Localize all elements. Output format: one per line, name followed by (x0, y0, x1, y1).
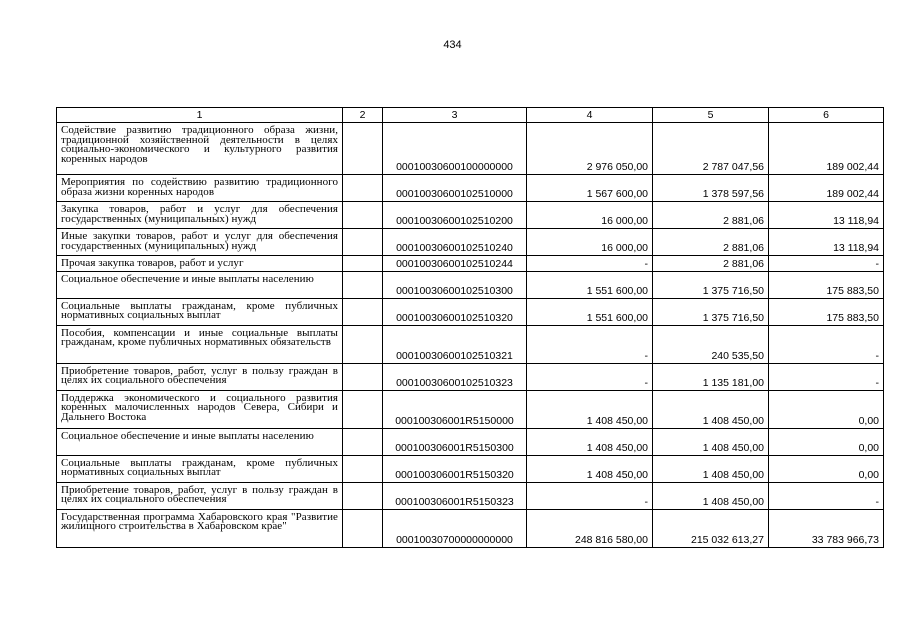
row-column-5-value: 2 881,06 (653, 202, 769, 229)
column-header-3: 3 (383, 108, 527, 123)
row-column-5-value: 1 375 716,50 (653, 298, 769, 325)
table-row (57, 509, 884, 547)
row-name-cell: Государственная программа Хабаровского края "Развитие жилищного строительства в Хабаровском крае" (57, 509, 343, 547)
row-code-cell: 00010030600102510321 (383, 325, 527, 363)
table-row (57, 298, 884, 325)
row-column-6-value: 175 883,50 (769, 271, 884, 298)
row-column-2-cell (343, 509, 383, 547)
row-column-6-value: 0,00 (769, 390, 884, 428)
table-row (57, 482, 884, 509)
row-name-cell: Социальные выплаты гражданам, кроме публичных нормативных социальных выплат (57, 455, 343, 482)
row-column-2-cell (343, 390, 383, 428)
row-code-cell: 00010030600102510323 (383, 363, 527, 390)
table-row (57, 325, 884, 363)
row-column-4-value: - (527, 256, 653, 272)
row-name-cell: Приобретение товаров, работ, услуг в пользу граждан в целях их социального обеспечения (57, 482, 343, 509)
row-column-2-cell (343, 271, 383, 298)
table-row (57, 363, 884, 390)
row-column-2-cell (343, 175, 383, 202)
row-column-4-value: - (527, 363, 653, 390)
row-name-cell: Мероприятия по содействию развитию традиционного образа жизни коренных народов (57, 175, 343, 202)
row-column-4-value: 1 551 600,00 (527, 271, 653, 298)
row-column-5-value: 215 032 613,27 (653, 509, 769, 547)
row-column-6-value: 0,00 (769, 428, 884, 455)
row-name-cell: Поддержка экономического и социального развития коренных малочисленных народов Севера, Сибири и Дальнего Востока (57, 390, 343, 428)
row-column-6-value: 13 118,94 (769, 229, 884, 256)
row-column-2-cell (343, 428, 383, 455)
row-column-5-value: 2 787 047,56 (653, 123, 769, 175)
row-name-cell: Пособия, компенсации и иные социальные выплаты гражданам, кроме публичных нормативных обязательств (57, 325, 343, 363)
row-code-cell: 000100306001R5150000 (383, 390, 527, 428)
row-column-6-value: - (769, 363, 884, 390)
table-row (57, 271, 884, 298)
table-row (57, 229, 884, 256)
row-column-6-value: - (769, 482, 884, 509)
row-column-2-cell (343, 482, 383, 509)
row-name-cell: Содействие развитию традиционного образа жизни, традиционной хозяйственной деятельности в целях социально-экономического и культурного развития коренных народов (57, 123, 343, 175)
row-column-5-value: 2 881,06 (653, 256, 769, 272)
row-name-cell: Иные закупки товаров, работ и услуг для обеспечения государственных (муниципальных) нужд (57, 229, 343, 256)
row-column-6-value: - (769, 325, 884, 363)
row-name-cell: Приобретение товаров, работ, услуг в пользу граждан в целях их социального обеспечения (57, 363, 343, 390)
table-row (57, 202, 884, 229)
row-column-4-value: 1 408 450,00 (527, 390, 653, 428)
row-column-2-cell (343, 298, 383, 325)
row-column-5-value: 1 408 450,00 (653, 455, 769, 482)
row-code-cell: 00010030700000000000 (383, 509, 527, 547)
budget-table (56, 107, 884, 548)
row-name-cell: Социальное обеспечение и иные выплаты населению (57, 271, 343, 298)
row-code-cell: 000100306001R5150320 (383, 455, 527, 482)
row-column-4-value: - (527, 482, 653, 509)
row-column-6-value: 13 118,94 (769, 202, 884, 229)
table-row (57, 175, 884, 202)
table-row (57, 256, 884, 272)
column-header-1: 1 (57, 108, 343, 123)
row-name-cell: Прочая закупка товаров, работ и услуг (57, 256, 343, 272)
row-column-4-value: 248 816 580,00 (527, 509, 653, 547)
row-column-5-value: 2 881,06 (653, 229, 769, 256)
row-column-4-value: 16 000,00 (527, 202, 653, 229)
row-code-cell: 000100306001R5150300 (383, 428, 527, 455)
row-code-cell: 00010030600102510000 (383, 175, 527, 202)
row-name-cell: Социальные выплаты гражданам, кроме публичных нормативных социальных выплат (57, 298, 343, 325)
row-column-2-cell (343, 455, 383, 482)
table-row (57, 428, 884, 455)
row-code-cell: 00010030600100000000 (383, 123, 527, 175)
table-header-row (57, 108, 884, 123)
row-column-5-value: 1 375 716,50 (653, 271, 769, 298)
row-column-6-value: 189 002,44 (769, 123, 884, 175)
row-name-cell: Социальное обеспечение и иные выплаты населению (57, 428, 343, 455)
row-column-6-value: 189 002,44 (769, 175, 884, 202)
row-column-5-value: 1 378 597,56 (653, 175, 769, 202)
table-row (57, 455, 884, 482)
row-column-6-value: 33 783 966,73 (769, 509, 884, 547)
row-column-2-cell (343, 256, 383, 272)
row-column-5-value: 1 408 450,00 (653, 390, 769, 428)
row-name-cell: Закупка товаров, работ и услуг для обеспечения государственных (муниципальных) нужд (57, 202, 343, 229)
row-column-4-value: 1 551 600,00 (527, 298, 653, 325)
row-column-4-value: 16 000,00 (527, 229, 653, 256)
row-column-2-cell (343, 325, 383, 363)
table-row (57, 390, 884, 428)
row-column-2-cell (343, 363, 383, 390)
row-column-4-value: 1 408 450,00 (527, 455, 653, 482)
column-header-5: 5 (653, 108, 769, 123)
row-column-4-value: 1 408 450,00 (527, 428, 653, 455)
row-code-cell: 00010030600102510240 (383, 229, 527, 256)
row-column-5-value: 240 535,50 (653, 325, 769, 363)
column-header-4: 4 (527, 108, 653, 123)
row-column-5-value: 1 408 450,00 (653, 428, 769, 455)
row-column-2-cell (343, 202, 383, 229)
row-column-2-cell (343, 229, 383, 256)
column-header-2: 2 (343, 108, 383, 123)
row-column-5-value: 1 408 450,00 (653, 482, 769, 509)
row-column-6-value: 175 883,50 (769, 298, 884, 325)
row-column-4-value: 2 976 050,00 (527, 123, 653, 175)
table-row (57, 123, 884, 175)
row-column-6-value: 0,00 (769, 455, 884, 482)
row-code-cell: 00010030600102510300 (383, 271, 527, 298)
row-code-cell: 00010030600102510320 (383, 298, 527, 325)
row-column-2-cell (343, 123, 383, 175)
row-column-4-value: 1 567 600,00 (527, 175, 653, 202)
column-header-6: 6 (769, 108, 884, 123)
row-column-4-value: - (527, 325, 653, 363)
row-column-6-value: - (769, 256, 884, 272)
row-code-cell: 00010030600102510244 (383, 256, 527, 272)
row-code-cell: 00010030600102510200 (383, 202, 527, 229)
row-code-cell: 000100306001R5150323 (383, 482, 527, 509)
page-number: 434 (443, 39, 462, 51)
row-column-5-value: 1 135 181,00 (653, 363, 769, 390)
